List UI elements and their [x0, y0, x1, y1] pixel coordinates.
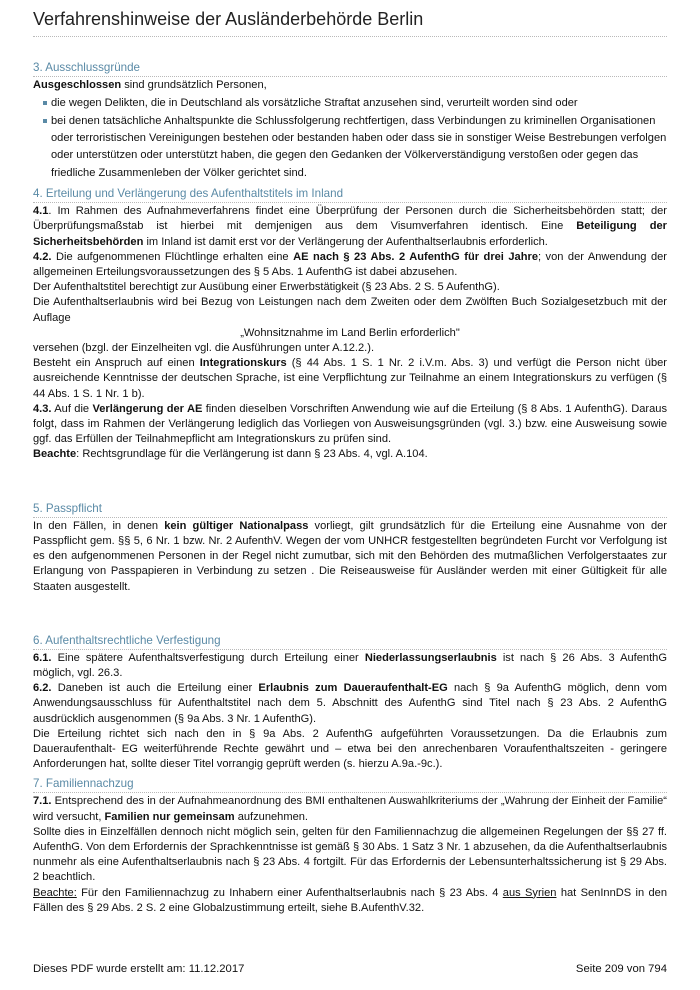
bullet-square-icon: [43, 119, 47, 123]
text: vorliegt, gilt grundsätzlich für die Erteilung eine Ausnahme von der Passpflicht gem. §§ 5, 6 Nr. 1 bzw. Nr. 2 AufenthV. Wegen der vom UNHCR festgestellten begründeten Furcht vor Verfolgung ist es den aufgenommenen Personen in der Regel nicht zumutbar, sich mit den Behörden des mutmaßlichen Verfolgerstaates zur Erlangung von Passpapieren in Verbindung zu setzen . Die Reiseausweise für Ausländer werden mit einer Gültigkeit für alle Staaten ausgestellt.: [33, 519, 667, 593]
text: . Im Rahmen des Aufnahmeverfahrens findet eine Überprüfung der Personen durch die Sicherheitsbehörden statt; der Überprüfungsmaßstab ist hierbei mit demjenigen aus dem Visumverfahren identisch. Eine: [33, 205, 667, 233]
text: Daneben ist auch die Erteilung einer: [51, 682, 259, 695]
text: hat SenInnDS in den Fällen des § 29 Abs. 2 S. 2 eine Globalzustimmung erteilt, siehe B.AufenthV.32.: [33, 886, 668, 914]
underlined-label: Beachte:: [33, 886, 77, 899]
bold-term: Ausgeschlossen: [33, 79, 122, 91]
bullet-square-icon: [43, 101, 47, 105]
underlined-term: aus Syrien: [502, 886, 557, 899]
section-heading-6: 6. Aufenthaltsrechtliche Verfestigung: [33, 633, 667, 650]
text: In den Fällen, in denen: [33, 519, 165, 532]
paragraph-4-2: [33, 250, 667, 280]
text: ist nach § 26 Abs. 3 AufenthG möglich, vgl. 26.3.: [33, 651, 667, 679]
paragraph-integration-course: [33, 356, 667, 402]
bold-term: Erlaubnis zum Daueraufenthalt-EG: [258, 682, 448, 695]
text: Entsprechend des in der Aufnahmeanordnung des BMI enthaltenen Auswahlkriteriums der „Wahrung der Einheit der Familie“ wird versucht,: [33, 795, 667, 823]
section-heading-3: 3. Ausschlussgründe: [33, 60, 667, 77]
paragraph-number: 4.3.: [33, 402, 52, 415]
text: aufzunehmen.: [234, 810, 309, 823]
section-3-intro: [33, 78, 667, 93]
text: nach § 9a AufenthG möglich, denn vom Anwendungsausschluss für Aufenthaltstitel nach dem 5. Abschnitt des AufenthG sind Titel nach § 23 Abs. 2 AufenthG ausdrücklich ausgenommen (§ 9a Abs. 3 Nr. 1 AufenthG).: [33, 682, 667, 725]
paragraph-number: 6.2.: [33, 682, 52, 695]
paragraph-passport: [33, 519, 667, 595]
paragraph-4-3: [33, 402, 667, 448]
section-heading-4: 4. Erteilung und Verlängerung des Aufenthaltstitels im Inland: [33, 186, 667, 203]
section-heading-7: 7. Familiennachzug: [33, 776, 667, 793]
page-title: Verfahrenshinweise der Ausländerbehörde Berlin: [33, 9, 667, 37]
bold-term: kein gültiger Nationalpass: [164, 519, 309, 532]
text: finden dieselben Vorschriften Anwendung wie auf die Erteilung (§ 8 Abs. 1 AufenthG). Daraus folgt, dass im Rahmen der Verlängerung lediglich das Vorliegen von Ausweisungsgründen (vgl. 3.) bzw. eine Ausweisung sowie ggf. das Erfüllen der Teilnahmepflicht am Integrationskurs zu prüfen sind.: [33, 402, 668, 446]
bold-term: Verlängerung der AE: [92, 402, 203, 415]
paragraph-family-rules: Sollte dies in Einzelfällen dennoch nicht möglich sein, gelten für den Familiennachzug die allgemeinen Regelungen der §§ 27 ff. AufenthG. Von dem Erfordernis der Sprachkenntnisse ist gemäß § 30 Abs. 1 Satz 3 Nr. 1 abzusehen, da die Aufenthaltserlaubnis nunmehr als eine Aufenthaltserlaubnis nach § 23 Abs. 4 fortgilt. Für das Erfordernis der Lebensunterhaltssicherung ist § 29 Abs. 2 beachtlich.: [33, 825, 667, 884]
bold-term: Familien nur gemeinsam: [104, 810, 235, 823]
creation-date: Dieses PDF wurde erstellt am: 11.12.2017: [33, 963, 245, 975]
bold-term: AE nach § 23 Abs. 2 AufenthG für drei Jahre: [293, 250, 538, 263]
document-body: [33, 60, 667, 916]
paragraph-reference: versehen (bzgl. der Einzelheiten vgl. die Ausführungen unter A.12.2.).: [33, 342, 375, 355]
page-number: Seite 209 von 794: [575, 963, 667, 975]
text: : Rechtsgrundlage für die Verlängerung ist dann § 23 Abs. 4, vgl. A.104.: [76, 448, 428, 461]
paragraph-employment: Der Aufenthaltstitel berechtigt zur Ausübung einer Erwerbstätigkeit (§ 23 Abs. 2 S. 5 AufenthG).: [33, 281, 500, 294]
paragraph-4-1: [33, 204, 667, 250]
bold-term: Integrationskurs: [199, 357, 287, 370]
paragraph-6-1: [33, 651, 667, 681]
exclusion-list: [33, 95, 667, 182]
list-item-text: bei denen tatsächliche Anhaltspunkte die Schlussfolgerung rechtfertigen, dass Verbindungen zu kriminellen Organisationen oder terroristischen Vereinigungen bestehen oder bestanden haben oder dass sie in sonstiger Weise Bestrebungen verfolgen oder unterstützen oder unterstützt haben, die gegen den Gedanken der Völkerverständigung verstoßen oder gegen das friedliche Zusammenleben der Völker gerichtet sind.: [51, 114, 667, 179]
quoted-condition: „Wohnsitznahme im Land Berlin erforderlich": [240, 326, 460, 339]
text: Die aufgenommenen Flüchtlinge erhalten eine: [51, 250, 294, 263]
list-item: [45, 113, 667, 183]
paragraph-number: 7.1.: [33, 795, 52, 808]
text: Auf die: [51, 402, 93, 415]
section-heading-5: 5. Passpflicht: [33, 501, 667, 518]
paragraph-6-2: [33, 681, 667, 727]
text: sind grundsätzlich Personen,: [121, 79, 267, 91]
paragraph-residence-condition: Die Aufenthaltserlaubnis wird bei Bezug von Leistungen nach dem Zweiten oder dem Zwölften Buch Sozialgesetzbuch mit der Auflage: [33, 296, 667, 324]
note-paragraph-syria: [33, 886, 667, 916]
text: Eine spätere Aufenthaltsverfestigung durch Erteilung einer: [51, 651, 365, 664]
bold-term: Niederlassungserlaubnis: [364, 651, 497, 664]
text: Für den Familiennachzug zu Inhabern einer Aufenthaltserlaubnis nach § 23 Abs. 4: [76, 886, 503, 899]
bold-term: Beteiligung der Sicherheitsbehörden: [33, 220, 667, 248]
paragraph-permanent-residence: Die Erteilung richtet sich nach den in § 9a Abs. 2 AufenthG aufgeführten Voraussetzungen. Da die Erlaubnis zum Daueraufenthalt- EG weiterführende Rechte gewährt und – etwa bei den anrechenbaren Voraufenthaltszeiten - geringere Anforderungen hat, sollte dieser Titel vorrangig geprüft werden (s. hierzu A.9a.-9c.).: [33, 727, 667, 771]
bold-term: Beachte: [33, 448, 77, 461]
paragraph-number: 4.1: [33, 205, 49, 218]
paragraph-7-1: [33, 794, 667, 824]
text: ; von der Anwendung der allgemeinen Erteilungsvoraussetzungen des § 5 Abs. 1 AufenthG ist dabei abzusehen.: [33, 250, 667, 279]
text: (§ 44 Abs. 1 S. 1 Nr. 2 i.V.m. Abs. 3) und verfügt die Person nicht über ausreichende Kenntnisse der deutschen Sprache, ist eine Verpflichtung zur Teilnahme an einem Integrationskurs zu verfügen (§ 44 Abs. 1 S. 1 Nr. 1 b).: [33, 357, 667, 400]
list-item: [45, 95, 667, 112]
list-item-text: die wegen Delikten, die in Deutschland als vorsätzliche Straftat anzusehen sind, verurteilt worden sind oder: [51, 97, 578, 110]
note-paragraph: [33, 447, 667, 462]
paragraph-number: 4.2.: [33, 250, 52, 263]
text: im Inland ist damit erst vor der Verlängerung der Aufenthaltserlaubnis erforderlich.: [143, 235, 548, 248]
paragraph-number: 6.1.: [33, 651, 52, 664]
text: Besteht ein Anspruch auf einen: [33, 357, 200, 370]
